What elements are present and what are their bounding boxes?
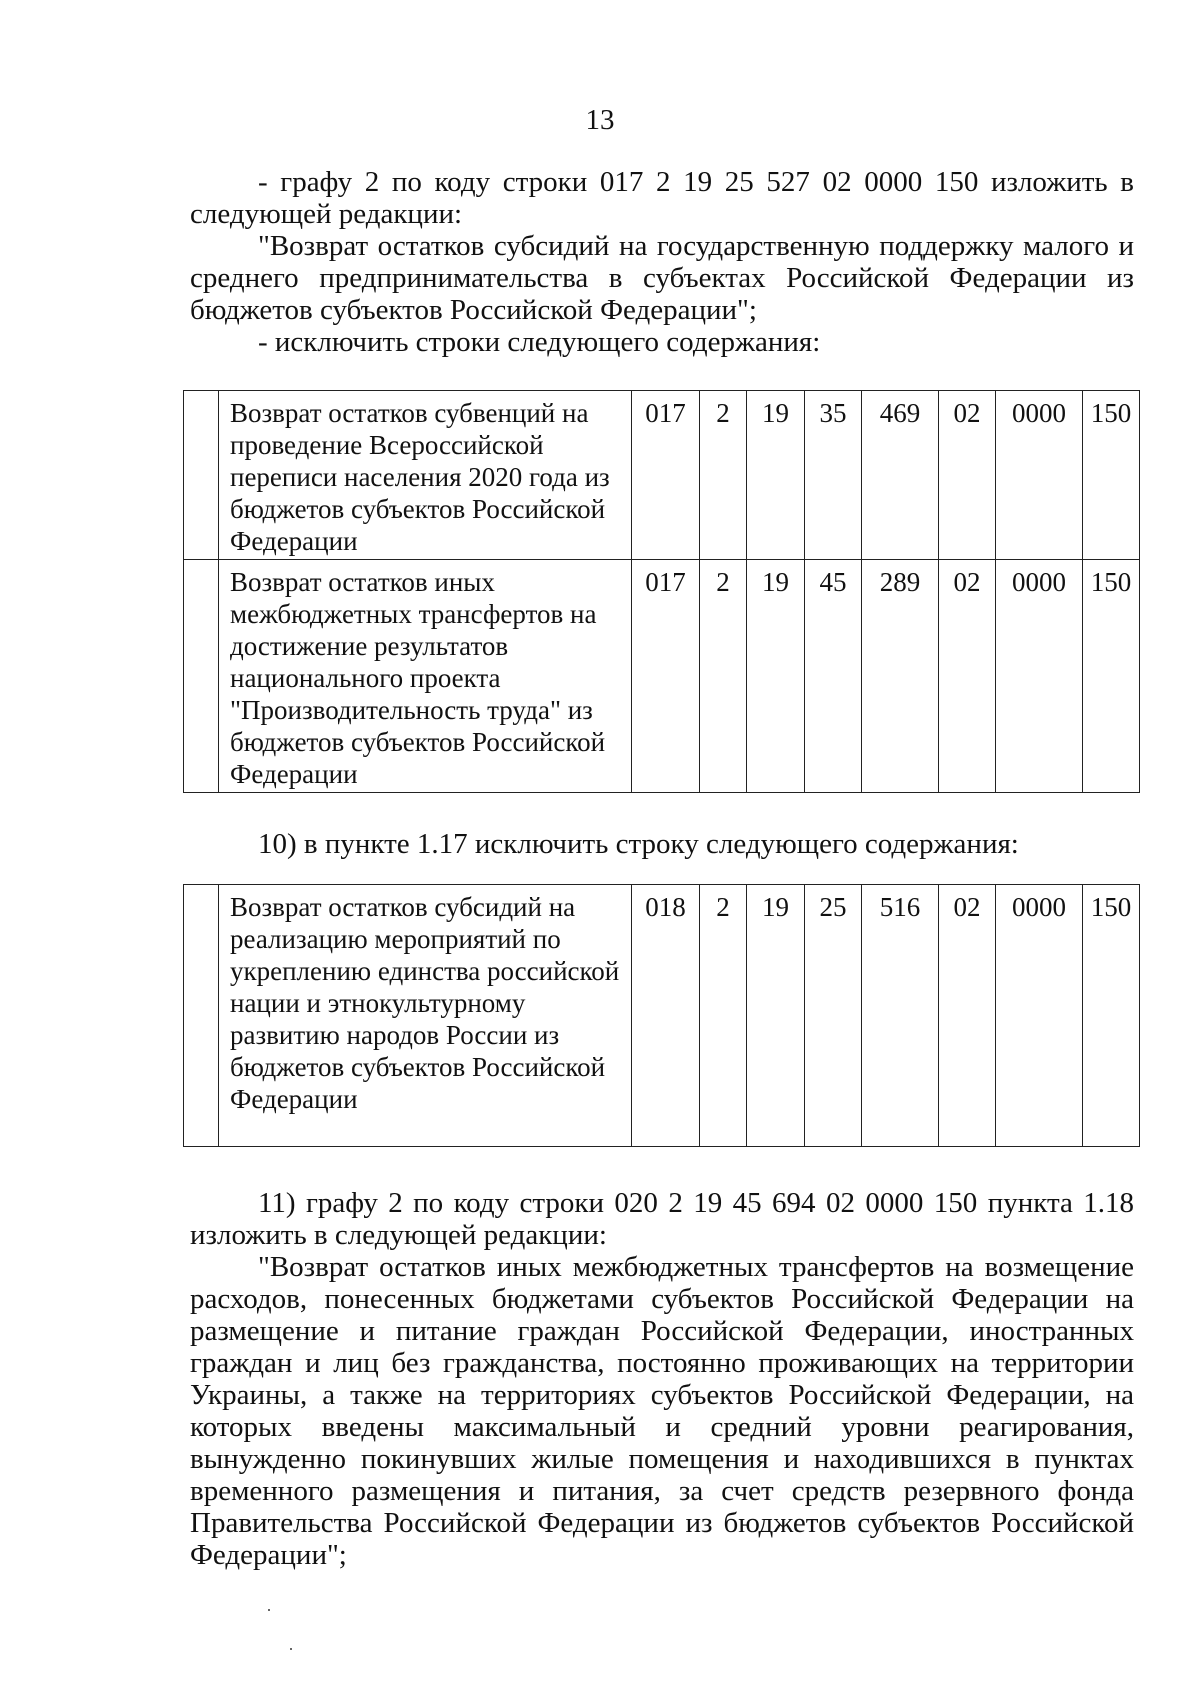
code-cell-subarticle: 469 <box>862 391 939 560</box>
code-cell-kosgu: 150 <box>1083 560 1140 793</box>
code-cell-admin: 017 <box>632 391 700 560</box>
code-cell-subarticle: 516 <box>862 885 939 1147</box>
paragraph-quote-transfers: "Возврат остатков иных межбюджетных трансфертов на возмещение расходов, понесенных бюджетами субъектов Российской Федерации на размещение и питание граждан Российской Федерации, иностранных граждан и лиц без гражданства, постоянно проживающих на территории Украины, а также на территориях субъектов Российской Федерации, на которых введены максимальный и средний уровни реагирования, вынужденно покинувших жилые помещения и находившихся в пунктах временного размещения и питания, за счет средств резервного фонда Правительства Российской Федерации из бюджетов субъектов Российской Федерации"; <box>190 1251 1134 1571</box>
excluded-rows-table-2 <box>183 884 1140 1147</box>
paragraph-item-10: 10) в пункте 1.17 исключить строку следующего содержания: <box>258 828 1019 860</box>
code-cell-article: 35 <box>805 391 862 560</box>
table-row <box>184 885 1140 1147</box>
code-cell-group: 2 <box>700 560 747 793</box>
paragraph-quote-small-business: "Возврат остатков субсидий на государственную поддержку малого и среднего предпринимательства в субъектах Российской Федерации из бюджетов субъектов Российской Федерации"; <box>190 230 1134 326</box>
scan-speck <box>290 1648 292 1650</box>
code-cell-program: 0000 <box>996 560 1083 793</box>
row-marker-cell <box>184 391 219 560</box>
row-name-cell: Возврат остатков субсидий на реализацию мероприятий по укреплению единства российской нации и этнокультурному развитию народов России из бюджетов субъектов Российской Федерации <box>219 885 632 1147</box>
excluded-rows-table-1 <box>183 390 1140 793</box>
row-marker-cell <box>184 560 219 793</box>
code-cell-admin: 017 <box>632 560 700 793</box>
paragraph-graph2-017-2192552702: - графу 2 по коду строки 017 2 19 25 527 02 0000 150 изложить в следующей редакции: <box>190 166 1134 230</box>
paragraph-exclude-rows: - исключить строки следующего содержания: <box>258 326 821 358</box>
code-cell-program: 0000 <box>996 885 1083 1147</box>
code-cell-article: 45 <box>805 560 862 793</box>
scan-speck <box>268 1609 270 1611</box>
code-cell-article: 25 <box>805 885 862 1147</box>
row-name-cell: Возврат остатков иных межбюджетных трансфертов на достижение результатов национального проекта "Производительность труда" из бюджетов субъектов Российской Федерации <box>219 560 632 793</box>
code-cell-kosgu: 150 <box>1083 391 1140 560</box>
code-cell-subgroup: 19 <box>747 391 805 560</box>
code-cell-subarticle: 289 <box>862 560 939 793</box>
code-cell-group: 2 <box>700 885 747 1147</box>
code-cell-element: 02 <box>939 560 996 793</box>
page-number: 13 <box>585 104 615 136</box>
code-cell-element: 02 <box>939 391 996 560</box>
code-cell-kosgu: 150 <box>1083 885 1140 1147</box>
code-cell-element: 02 <box>939 885 996 1147</box>
code-cell-subgroup: 19 <box>747 885 805 1147</box>
table-row <box>184 560 1140 793</box>
table-row <box>184 391 1140 560</box>
code-cell-subgroup: 19 <box>747 560 805 793</box>
code-cell-admin: 018 <box>632 885 700 1147</box>
row-marker-cell <box>184 885 219 1147</box>
row-name-cell: Возврат остатков субвенций на проведение Всероссийской переписи населения 2020 года из бюджетов субъектов Российской Федерации <box>219 391 632 560</box>
paragraph-item-11: 11) графу 2 по коду строки 020 2 19 45 694 02 0000 150 пункта 1.18 изложить в следующей редакции: <box>190 1187 1134 1251</box>
code-cell-group: 2 <box>700 391 747 560</box>
code-cell-program: 0000 <box>996 391 1083 560</box>
